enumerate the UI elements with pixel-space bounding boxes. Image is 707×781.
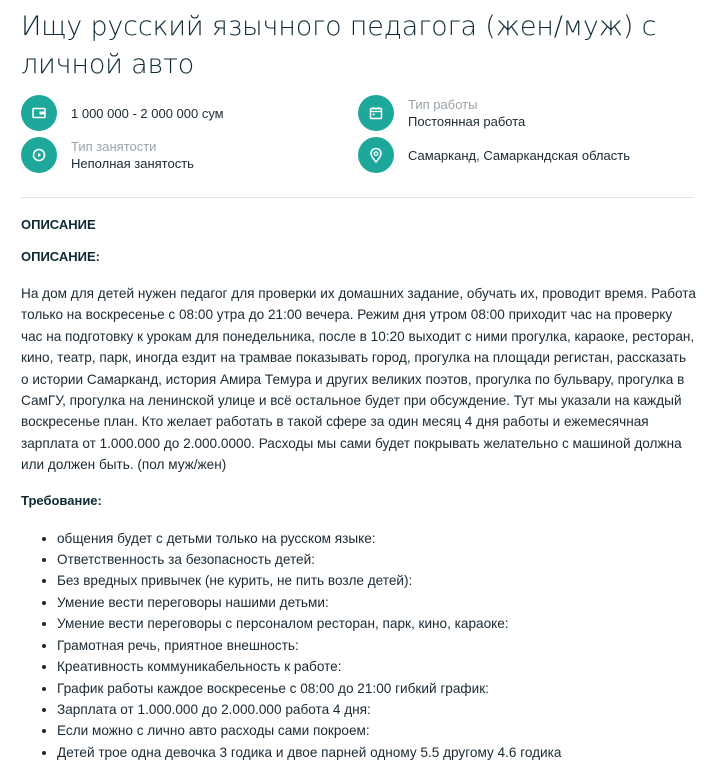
requirement-item: • Грамотная речь, приятное внешность: bbox=[57, 635, 694, 656]
clock-icon bbox=[21, 137, 57, 173]
work-type-label: Тип работы bbox=[408, 97, 478, 112]
requirement-item: • Детей трое одна девочка 3 годика и двое парней одному 5.5 другому 4.6 годика bbox=[57, 742, 694, 763]
employment-label: Тип занятости bbox=[71, 139, 157, 154]
requirement-item: • общения будет с детьми только на русском языке: bbox=[57, 528, 694, 549]
wallet-icon bbox=[21, 95, 57, 131]
requirement-item: • Если можно с лично авто расходы сами покроем: bbox=[57, 720, 694, 741]
employment-value: Неполная занятость bbox=[71, 156, 194, 171]
divider bbox=[21, 197, 694, 198]
requirement-item: • Зарплата от 1.000.000 до 2.000.000 работа 4 дня: bbox=[57, 699, 694, 720]
calendar-icon bbox=[358, 95, 394, 131]
page-title: Ищу русский язычного педагога (жен/муж) с личной авто bbox=[21, 11, 657, 80]
description-text: На дом для детей нужен педагог для проверки их домашних задание, обучать их, проводит время. Работа только на воскресенье с 08:00 утра до 21:00 вечера. Режим дня утром 08:00 приходит час на проверку час на подготовку к урокам для понедельника, после в 10:20 выходит с ними прогулка, караоке, ресторан, кино, театр, парк, иногда ездит на трамвае показывать город, прогулка на площади регистан, рассказать о истории Самарканд, история Амира Темура и других великих поэтов, прогулка по бульвару, прогулка в СамГУ, прогулка на ленинской улице и всё остальное будет при обсуждение. Тут мы указали на каждый воскресенье план. Кто желает работать в такой сфере за один месяц 4 дня работы и ежемесячная зарплата от 1.000.000 до 2.000.0000. Расходы мы сами будет покрывать желательно с машиной должна или должен быть. (пол муж/жен) bbox=[21, 286, 696, 473]
requirement-item: • Ответственность за безопасность детей: bbox=[57, 549, 694, 570]
requirement-item: • График работы каждое воскресенье с 08:00 до 21:00 гибкий график: bbox=[57, 678, 694, 699]
requirement-item: • Умение вести переговоры с персоналом ресторан, парк, кино, караоке: bbox=[57, 613, 694, 634]
section-title: ОПИСАНИЕ bbox=[21, 217, 96, 232]
requirement-item: • Умение вести переговоры нашими детьми: bbox=[57, 592, 694, 613]
location-pin-icon bbox=[358, 137, 394, 173]
salary-fact bbox=[21, 95, 224, 131]
location-fact bbox=[358, 137, 630, 173]
requirement-item: • Креативность коммуникабельность к работе: bbox=[57, 656, 694, 677]
location-value: Самарканд, Самаркандская область bbox=[408, 147, 630, 163]
requirements-list bbox=[21, 528, 694, 763]
requirement-item: • Без вредных привычек (не курить, не пить возле детей): bbox=[57, 570, 694, 591]
salary-value: 1 000 000 - 2 000 000 сум bbox=[71, 105, 224, 121]
work-type-fact bbox=[358, 95, 525, 131]
employment-fact bbox=[21, 137, 194, 173]
vacancy-facts bbox=[21, 95, 694, 191]
requirements-heading: Требование: bbox=[21, 492, 102, 508]
description-heading: ОПИСАНИЕ: bbox=[21, 249, 100, 264]
work-type-value: Постоянная работа bbox=[408, 114, 526, 129]
